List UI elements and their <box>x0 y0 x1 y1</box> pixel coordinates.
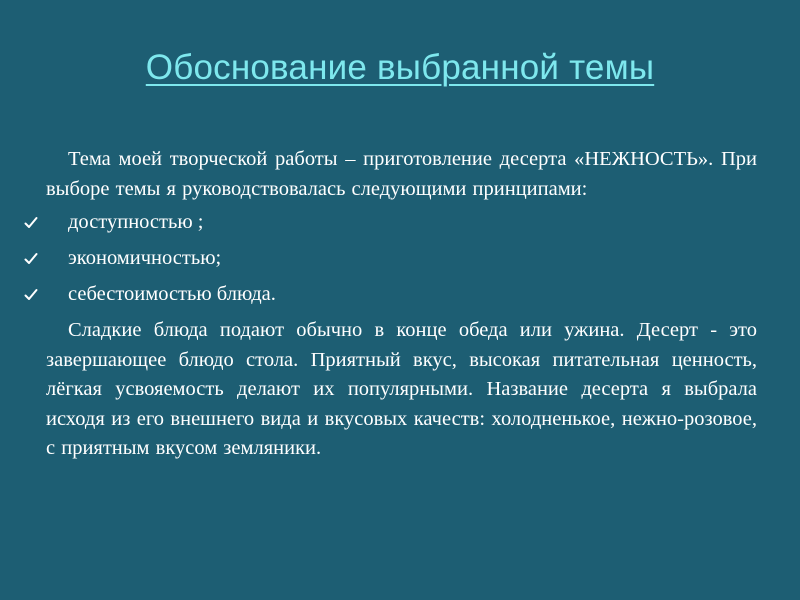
principle-label: доступностью ; <box>68 211 204 233</box>
list-item <box>46 244 757 273</box>
checkmark-icon <box>22 244 40 273</box>
slide-body <box>46 145 757 464</box>
principle-label: экономичностью; <box>68 247 222 269</box>
principle-label: себестоимостью блюда. <box>68 283 276 305</box>
principles-list <box>46 208 757 309</box>
closing-paragraph: Сладкие блюда подают обычно в конце обеда или ужина. Десерт - это завершающее блюдо стола. Приятный вкус, высокая питательная ценность, лёгкая усвояемость делают их популярными. Название десерта я выбрала исходя из его внешнего вида и вкусовых качеств: холодненькое, нежно-розовое, с приятным вкусом земляники. <box>46 319 757 459</box>
list-item <box>46 208 757 237</box>
slide-title: Обоснование выбранной темы <box>145 48 655 87</box>
list-item <box>46 280 757 309</box>
intro-paragraph: Тема моей творческой работы – приготовление десерта «НЕЖНОСТЬ». При выборе темы я руководствовалась следующими принципами: <box>46 148 757 200</box>
checkmark-icon <box>22 208 40 237</box>
checkmark-icon <box>22 280 40 309</box>
